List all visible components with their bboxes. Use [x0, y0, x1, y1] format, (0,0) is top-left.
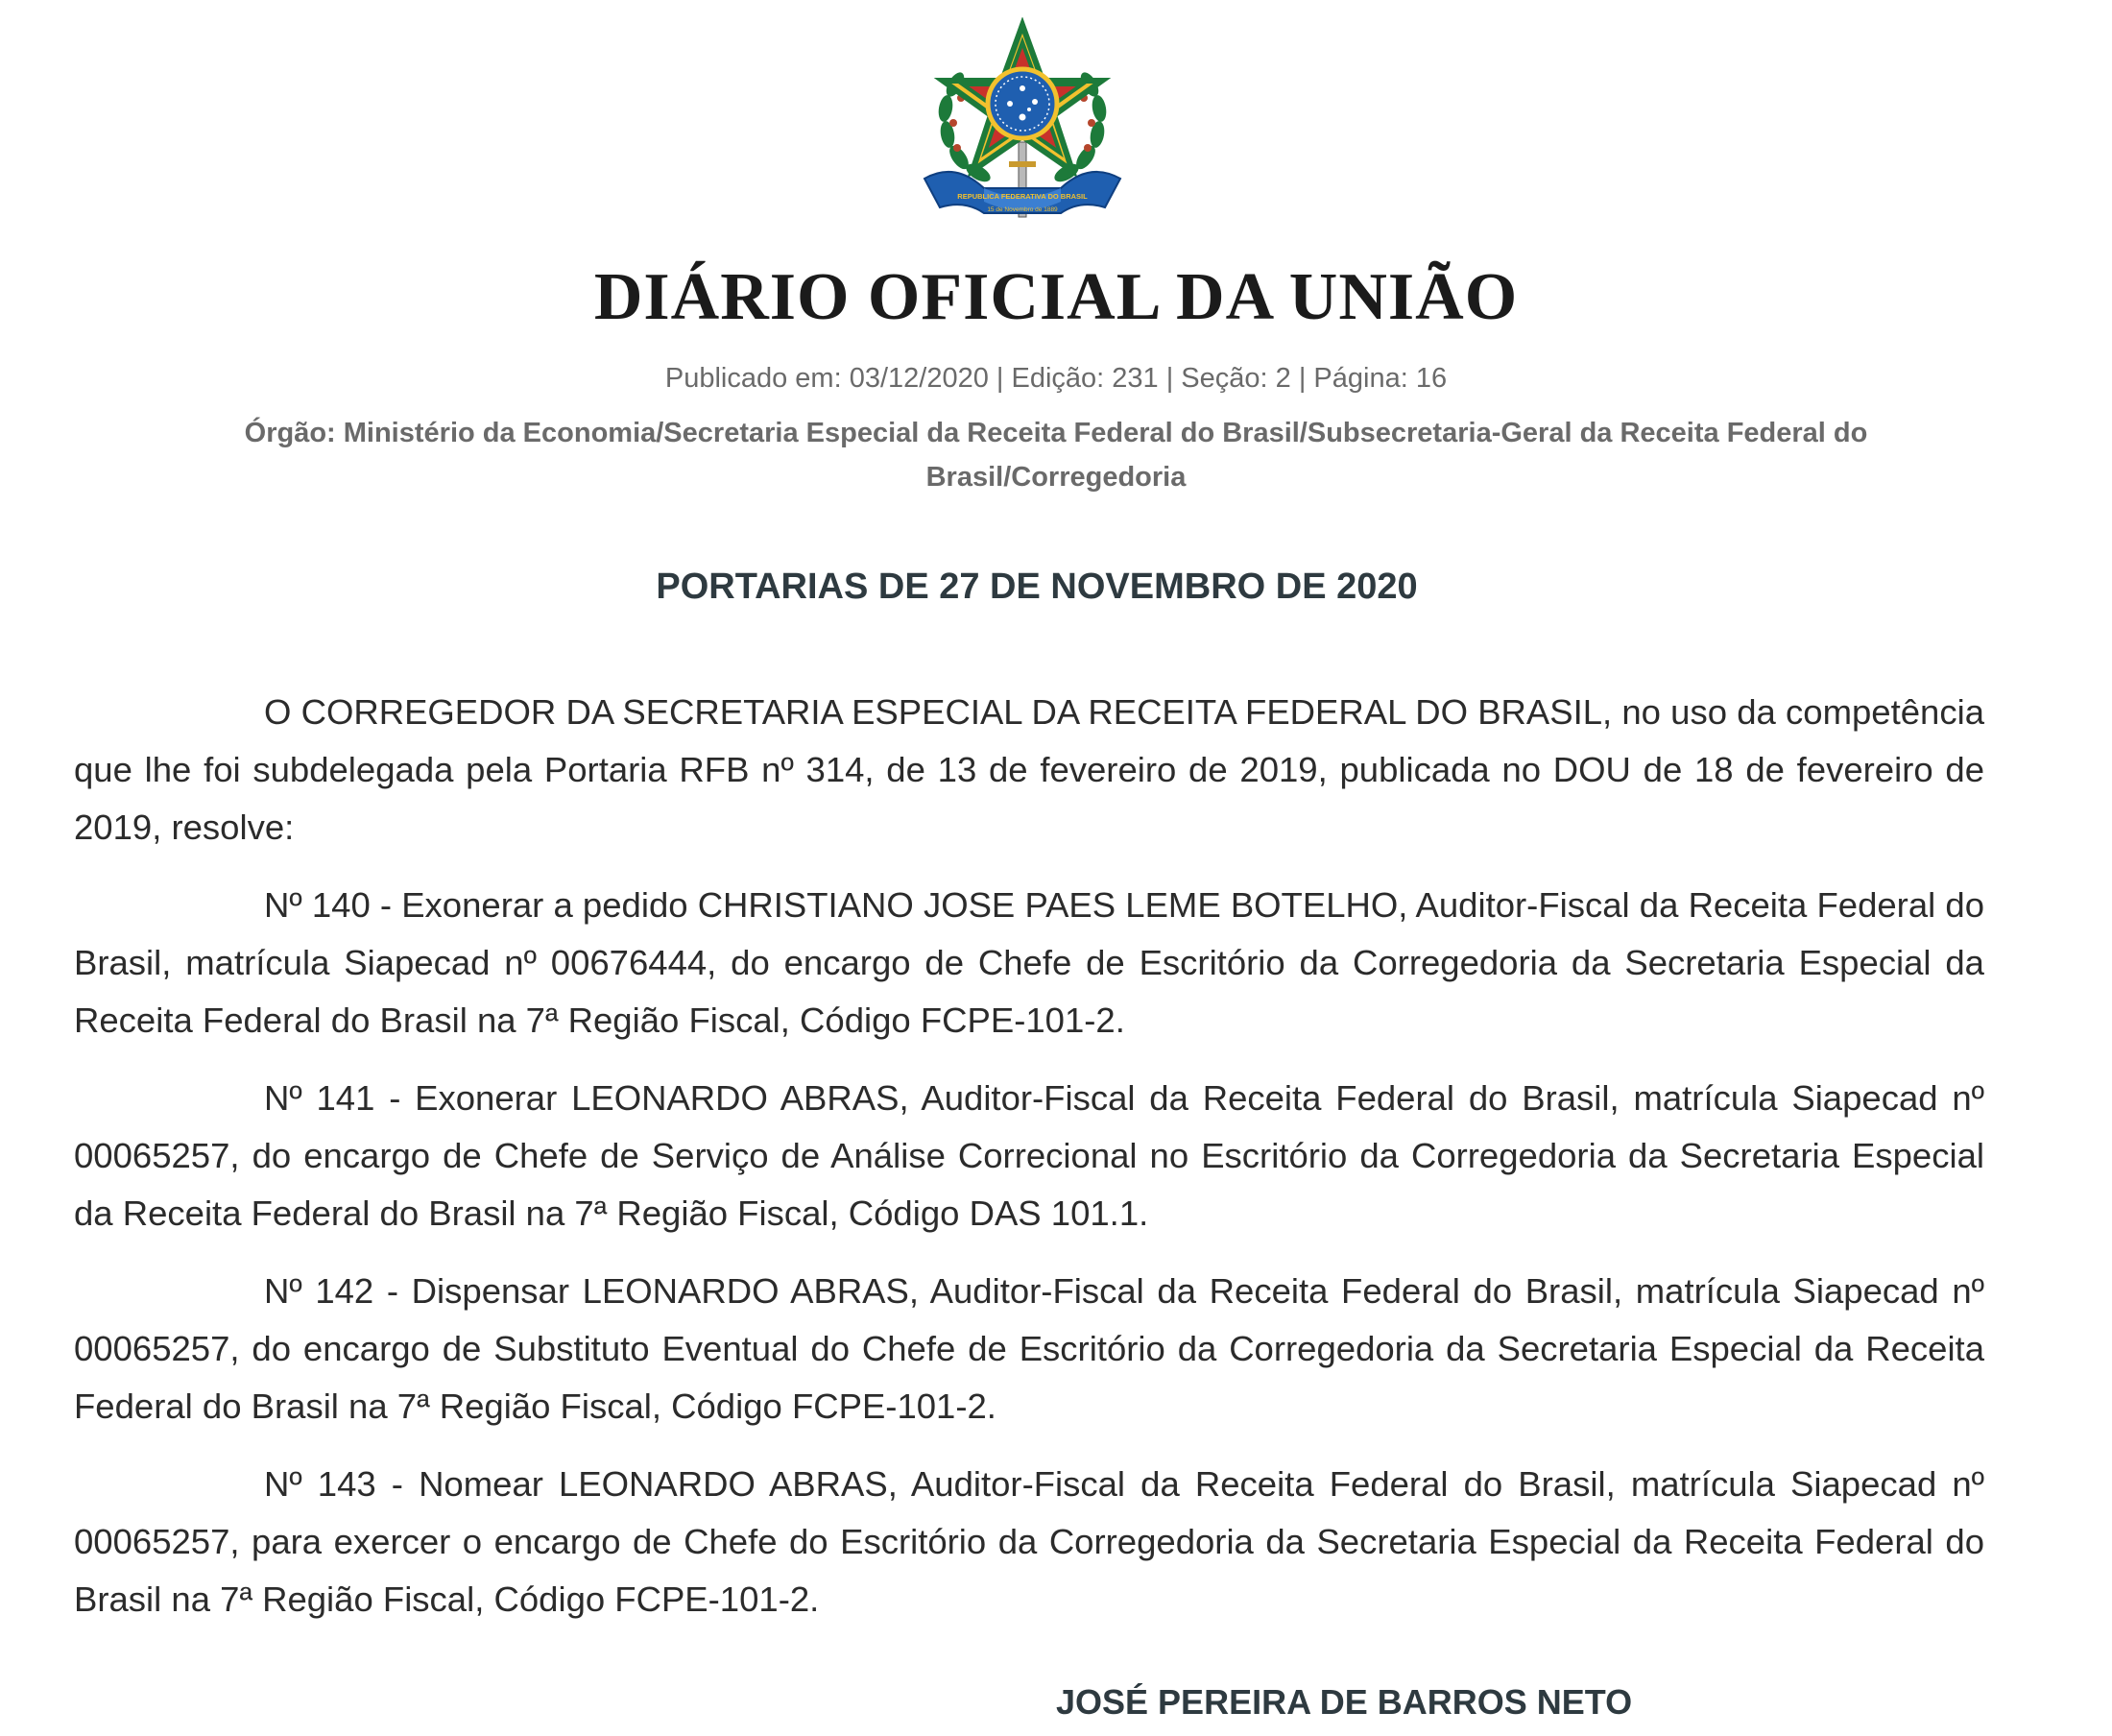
signature-name: JOSÉ PEREIRA DE BARROS NETO — [1056, 1682, 1633, 1722]
document-body — [74, 684, 1984, 1649]
svg-text:REPUBLICA FEDERATIVA DO BRASIL: REPUBLICA FEDERATIVA DO BRASIL — [957, 192, 1088, 201]
brazil-coat-of-arms-icon — [917, 17, 1128, 230]
svg-text:15 de Novembro de 1889: 15 de Novembro de 1889 — [987, 206, 1058, 213]
orgao-line: Órgão: Ministério da Economia/Secretaria Especial da Receita Federal do Brasil/Subsecretaria-Geral da Receita Federal do Brasil/Corregedoria — [244, 418, 1868, 493]
paragraph-portaria-140: Nº 140 - Exonerar a pedido CHRISTIANO JOSE PAES LEME BOTELHO, Auditor-Fiscal da Receita Federal do Brasil, matrícula Siapecad nº 00676444, do encargo de Chefe de Escritório da Corregedoria da Secretaria Especial da Receita Federal do Brasil na 7ª Região Fiscal, Código FCPE-101-2. — [74, 885, 1984, 1040]
paragraph-portaria-141: Nº 141 - Exonerar LEONARDO ABRAS, Auditor-Fiscal da Receita Federal do Brasil, matrícula Siapecad nº 00065257, do encargo de Chefe de Serviço de Análise Correcional no Escritório da Corregedoria da Secretaria Especial da Receita Federal do Brasil na 7ª Região Fiscal, Código DAS 101.1. — [74, 1078, 1984, 1233]
paragraph-portaria-143: Nº 143 - Nomear LEONARDO ABRAS, Auditor-Fiscal da Receita Federal do Brasil, matrícula Siapecad nº 00065257, para exercer o encargo de Chefe do Escritório da Corregedoria da Secretaria Especial da Receita Federal do Brasil na 7ª Região Fiscal, Código FCPE-101-2. — [74, 1464, 1984, 1619]
masthead-title: DIÁRIO OFICIAL DA UNIÃO — [593, 260, 1519, 334]
paragraph-portaria-142: Nº 142 - Dispensar LEONARDO ABRAS, Auditor-Fiscal da Receita Federal do Brasil, matrícula Siapecad nº 00065257, do encargo de Substituto Eventual do Chefe de Escritório da Corregedoria da Secretaria Especial da Receita Federal do Brasil na 7ª Região Fiscal, Código FCPE-101-2. — [74, 1271, 1984, 1426]
paragraph-preamble: O CORREGEDOR DA SECRETARIA ESPECIAL DA RECEITA FEDERAL DO BRASIL, no uso da competência que lhe foi subdelegada pela Portaria RFB nº 314, de 13 de fevereiro de 2019, publicada no DOU de 18 de fevereiro de 2019, resolve: — [74, 692, 1984, 847]
document-title: PORTARIAS DE 27 DE NOVEMBRO DE 2020 — [656, 567, 1418, 607]
publication-info: Publicado em: 03/12/2020 | Edição: 231 | Seção: 2 | Página: 16 — [664, 363, 1448, 394]
